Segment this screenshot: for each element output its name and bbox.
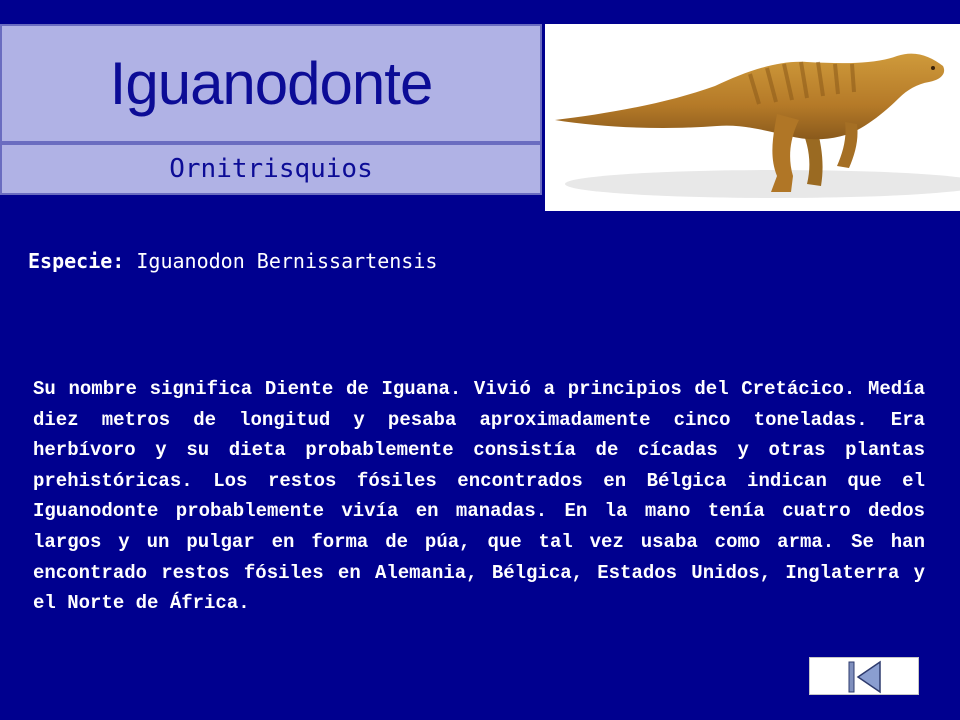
species-name: Iguanodon Bernissartensis [136, 249, 438, 273]
subtitle-panel [0, 143, 542, 195]
title-panel [0, 24, 542, 143]
page-subtitle: Ornitrisquios [169, 154, 373, 184]
first-slide-button[interactable] [809, 657, 919, 695]
page-title: Iguanodonte [109, 50, 433, 117]
dinosaur-image [545, 24, 960, 211]
iguanodon-illustration [545, 24, 960, 211]
species-label: Especie: [28, 249, 125, 273]
species-info [28, 249, 437, 273]
description-text: Su nombre significa Diente de Iguana. Vivió a principios del Cretácico. Medía diez metros de longitud y pesaba aproximadamente cinco toneladas. Era herbívoro y su dieta probablemente consistía de cícadas y otras plantas prehistóricas. Los restos fósiles encontrados en Bélgica indican que el Iguanodonte probablemente vivía en manadas. En la mano tenía cuatro dedos largos y un pulgar en forma de púa, que tal vez usaba como arma. Se han encontrado restos fósiles en Alemania, Bélgica, Estados Unidos, Inglaterra y el Norte de África. [33, 378, 925, 615]
first-slide-icon [810, 658, 918, 694]
